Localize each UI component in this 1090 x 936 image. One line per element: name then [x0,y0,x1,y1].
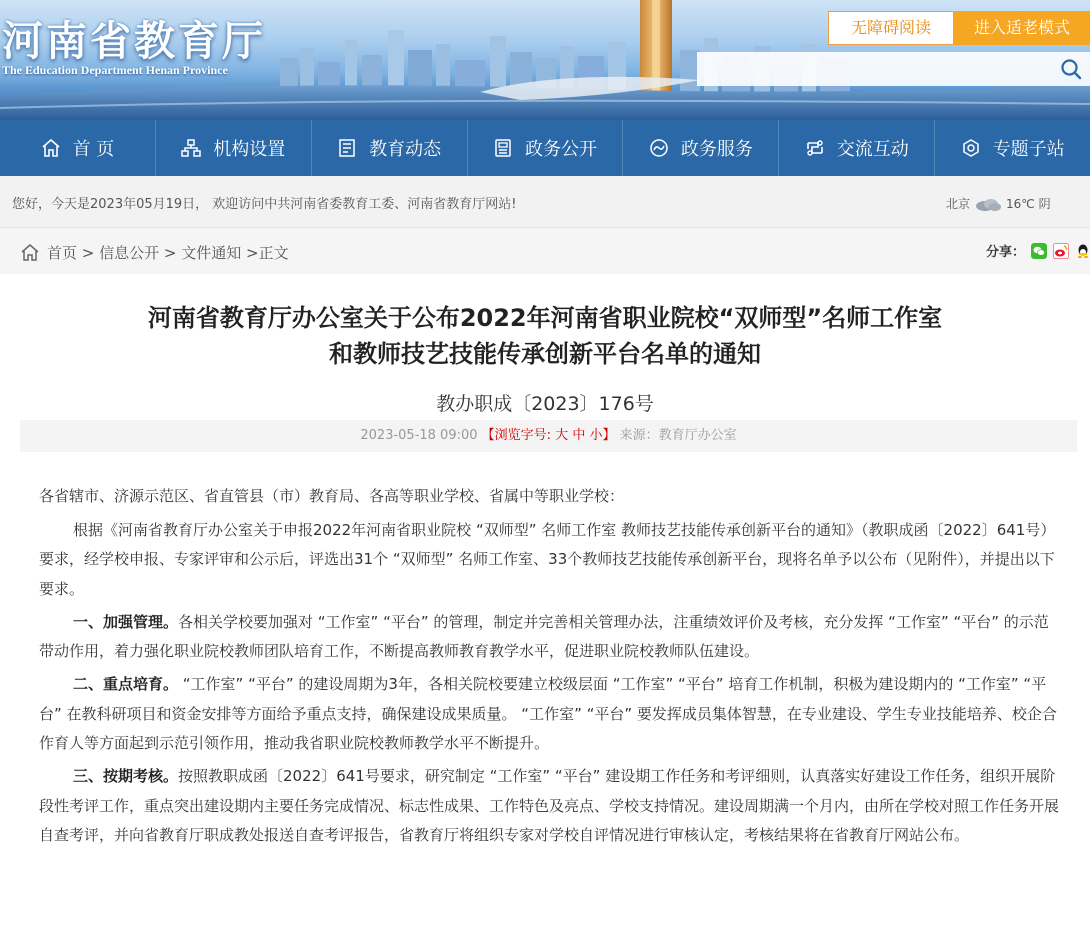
nav-item-organization[interactable] [156,120,312,176]
search-input[interactable] [697,52,1052,86]
requirement-heading: 三、按期考核。 [73,767,179,785]
accessibility-button[interactable]: 无障碍阅读 [828,11,954,45]
nav-item-label: 首 页 [72,139,115,160]
share-bar [986,241,1090,260]
requirement-paragraph-2 [39,670,1059,759]
article-body [39,482,1059,854]
cloud-icon [973,196,1003,212]
weibo-icon[interactable] [1053,243,1069,259]
requirement-paragraph-3 [39,762,1059,851]
elder-mode-button[interactable]: 进入适老模式 [954,11,1090,45]
breadcrumb [47,242,289,263]
breadcrumb-separator: > [77,244,100,262]
site-subtitle: The Education Department Henan Province [2,63,228,77]
nav-item-topics[interactable] [935,120,1090,176]
document-number: 教办职成〔2023〕176号 [436,393,654,415]
service-icon [649,138,669,158]
requirement-text: 各相关学校要加强对 “工作室” “平台” 的管理，制定并完善相关管理办法，注重绩效评价及考核，充分发挥 “工作室” “平台” 的示范带动作用，着力强化职业院校教师团队培育工作，不断提高教师教育教学水平，促进职业院校教师队伍建设。 [39,612,1049,660]
exchange-icon [805,138,825,158]
requirement-text: 按照教职成函〔2022〕641号要求，研究制定 “工作室” “平台” 建设期工作任务和考评细则，认真落实好建设工作任务，组织开展阶段性考评工作，重点突出建设期内主要任务完成情况、标志性成果、工作特色及亮点、学校支持情况。建设周期满一个月内，由所在学校对照工作任务开展自查考评，并向省教育厅职成教处报送自查考评报告，省教育厅将组织专家对学校自评情况进行审核认定，考核结果将在省教育厅网站公布。 [39,767,1060,844]
weather-temperature: 16℃ 阴 [1006,197,1051,211]
home-icon [41,138,61,158]
article-title-line-2: 和教师技艺技能传承创新平台名单的通知 [329,340,761,368]
share-label: 分享： [986,245,1026,260]
font-size-control[interactable]: 【浏览字号: 大 中 小】 [481,428,616,443]
nav-item-label: 政务服务 [680,139,753,160]
wechat-icon[interactable] [1031,243,1047,259]
breadcrumb-home-link[interactable]: 首页 [47,244,78,262]
site-title: 河南省教育厅 [2,17,266,65]
publish-date: 2023-05-18 09:00 [360,428,478,443]
nav-item-label: 交流互动 [836,139,909,160]
intro-paragraph: 根据《河南省教育厅办公室关于申报2022年河南省职业院校 “双师型” 名师工作室 教师技艺技能传承创新平台的通知》（教职成函〔2022〕641号）要求，经学校申报、专家评审和公示后，评选出31个 “双师型” 名师工作室、33个教师技艺技能传承创新平台，现将名单予以公布（见附件），并提出以下要求。 [39,520,1056,598]
nav-item-label: 专题子站 [992,139,1065,160]
requirement-text: “工作室” “平台” 的建设周期为3年，各相关院校要建立校级层面 “工作室” “平台” 培育工作机制，积极为建设期内的 “工作室” “平台” 在教科研项目和资金安排等方面给予重点支持，确保建设成果质量。 “工作室” “平台” 要发挥成员集体智慧，在专业建设、学生专业技能培养、校企合作育人等方面起到示范引领作用，推动我省职业院校教师教学水平不断提升。 [39,675,1057,752]
search-box [697,52,1090,86]
nav-item-label: 政务公开 [525,139,597,160]
org-chart-icon [181,138,201,158]
article-title-line-1: 河南省教育厅办公室关于公布2022年河南省职业院校“双师型”名师工作室 [147,304,943,332]
topic-icon [961,138,981,158]
article-source: 来源：教育厅办公室 [619,428,737,443]
home-icon [20,242,40,262]
requirement-heading: 二、重点培育。 [73,675,179,693]
article-title [0,300,1090,372]
search-icon[interactable] [1060,58,1082,80]
welcome-bar [0,176,1090,228]
breadcrumb-info-disclosure-link[interactable]: 信息公开 [99,244,160,262]
breadcrumb-current: 正文 [258,244,289,262]
nav-item-label: 机构设置 [213,139,286,160]
nav-item-education-news[interactable] [312,120,468,176]
qq-icon[interactable] [1075,243,1090,259]
nav-item-government-service[interactable] [623,120,779,176]
document-icon [493,138,513,158]
article-meta [20,420,1077,452]
nav-item-home[interactable] [0,120,156,176]
site-banner [0,0,1090,120]
weather-city: 北京 [946,197,971,211]
main-nav [0,120,1090,176]
breadcrumb-separator: > [241,244,259,262]
nav-item-government-disclosure[interactable] [468,120,624,176]
nav-item-interaction[interactable] [779,120,935,176]
welcome-text: 您好，今天是2023年05月19日， 欢迎访问中共河南省委教育工委、河南省教育厅网站! [12,197,517,212]
requirement-heading: 一、加强管理。 [73,612,179,631]
salutation: 各省辖市、济源示范区、省直管县（市）教育局、各高等职业学校、省属中等职业学校： [39,487,625,505]
nav-item-label: 教育动态 [369,139,442,160]
breadcrumb-separator: > [159,244,182,262]
breadcrumb-notices-link[interactable]: 文件通知 [181,244,242,262]
requirement-paragraph-1 [39,608,1059,667]
weather-widget [946,195,1051,212]
news-icon [337,138,357,158]
